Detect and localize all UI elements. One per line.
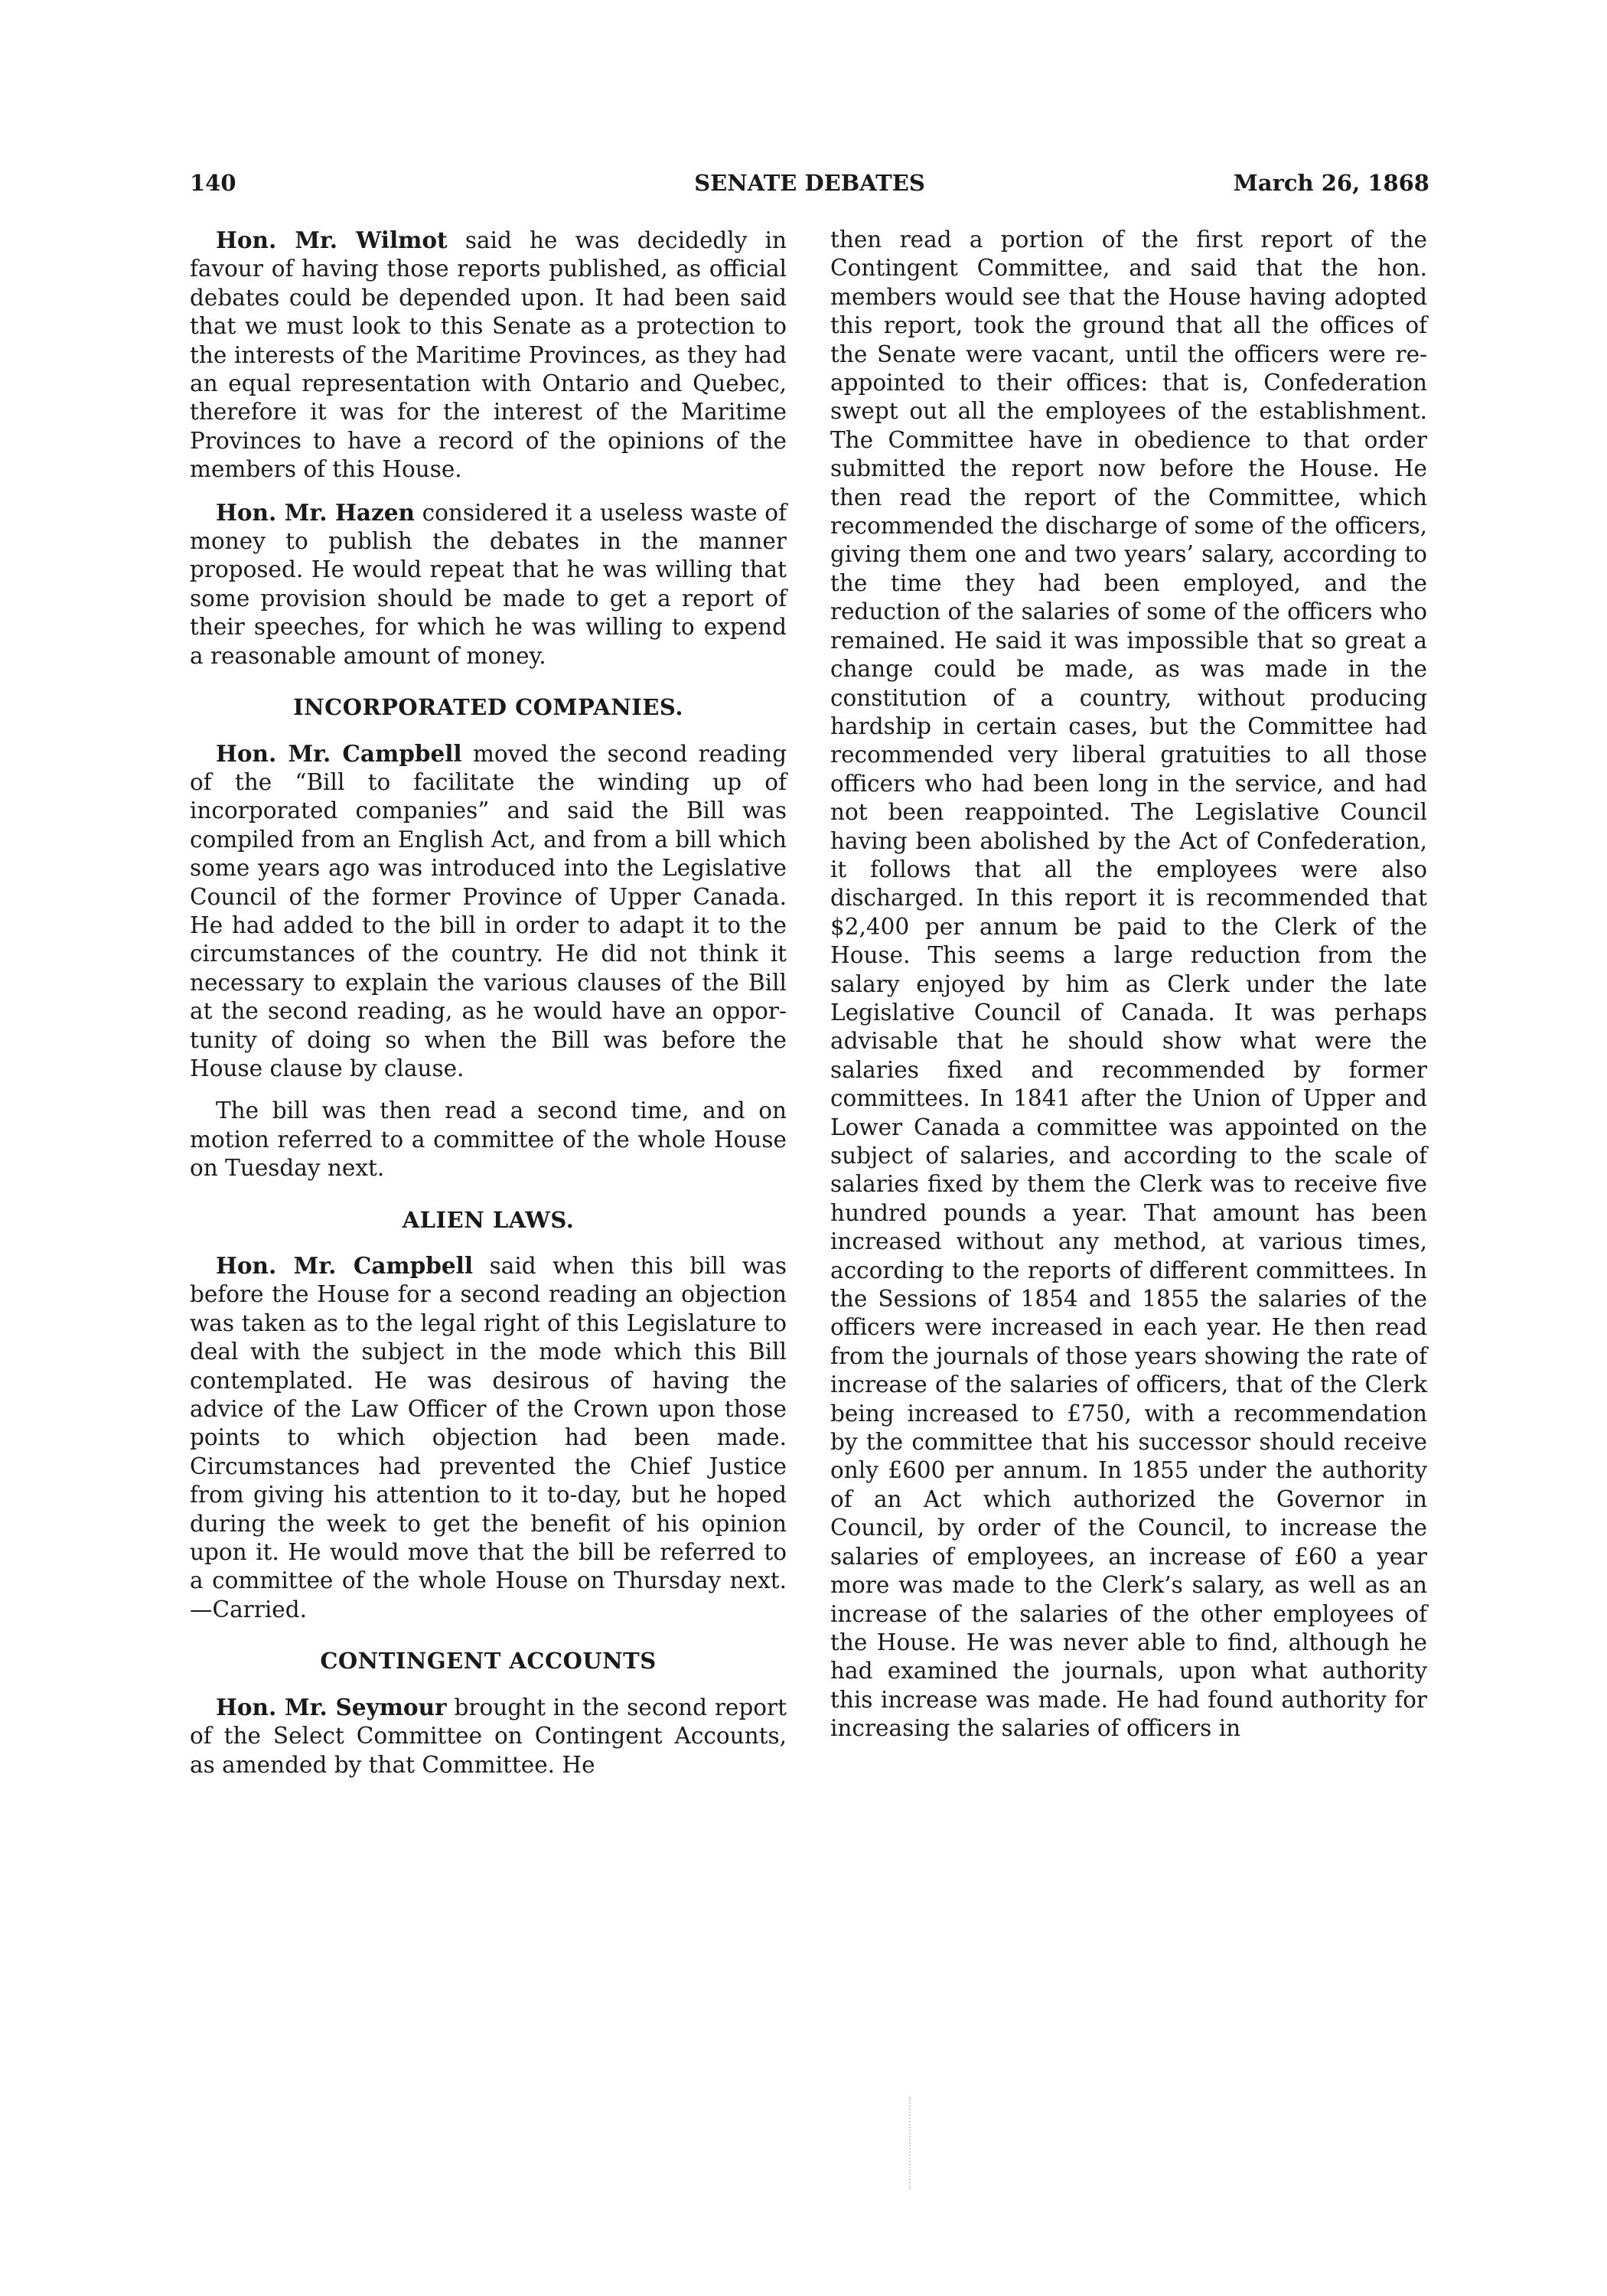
speaker-name: Hon. Mr. Seymour bbox=[216, 1693, 447, 1720]
speaker-name: Hon. Mr. Campbell bbox=[216, 739, 462, 767]
paragraph-text: said when this bill was before the House for a second reading an objection was taken as to the legal right of this Legislature to deal with the subject in the mode which this Bill contemplated. He was desirous of having the advice of the Law Officer of the Crown upon those points to which objection had been made. Circumstances had prevented the Chief Justice from giving his attention to it to-day, but he hoped during the week to get the benefit of his opinion upon it. He would move that the bill be referred to a committee of the whole House on Thursday next.—Carried. bbox=[190, 1253, 787, 1623]
paragraph-wilmot bbox=[190, 226, 787, 484]
left-column bbox=[190, 226, 787, 1793]
page-number: 140 bbox=[190, 170, 236, 196]
paragraph-text: considered it a useless waste of money to publish the debates in the manner proposed. He would repeat that he was willing that some provision should be made to get a report of their speeches, for which he was willing to expend a reasonable amount of money. bbox=[190, 499, 787, 669]
speaker-name: Hon. Mr. Wilmot bbox=[216, 227, 448, 253]
section-heading-alien-laws: ALIEN LAWS. bbox=[402, 1206, 575, 1233]
issue-date: March 26, 1868 bbox=[1233, 170, 1429, 196]
running-head bbox=[190, 170, 1429, 208]
paragraph-seymour bbox=[190, 1693, 787, 1779]
paragraph-campbell-alien bbox=[190, 1251, 787, 1624]
paragraph-second-reading: The bill was then read a second time, and on motion referred to a committee of the whole House on Tuesday next. bbox=[190, 1097, 787, 1182]
section-heading-contingent-accounts: CONTINGENT ACCOUNTS bbox=[320, 1648, 657, 1675]
section-heading-incorporated-companies: INCORPORATED COMPANIES. bbox=[293, 694, 683, 721]
publication-title: SENATE DEBATES bbox=[694, 170, 925, 196]
speaker-name: Hon. Mr. Campbell bbox=[216, 1252, 474, 1279]
paragraph-continuation: then read a portion of the first report of the Contingent Committee, and said that the hon. members would see that the House having adopted this report, took the ground that all the offices of the Senate were vacant, until the officers were re-appointed to their offices: that is, Confederation swept out all the employees of the establishment. The Committee have in obedience to that order submitted the report now before the House. He then read the report of the Committee, which recommended the discharge of some of the officers, giving them one and two years’ salary, according to the time they had been employed, and the reduction of the salaries of some of the officers who remained. He said it was impossible that so great a change could be made, as was made in the constitution of a country, without producing hardship in certain cases, but the Committee had recommended very liberal gratuities to all those officers who had been long in the service, and had not been reappointed. The Legislative Council having been abolished by the Act of Confederation, it follows that all the employees were also discharged. In this report it is recommended that $2,400 per annum be paid to the Clerk of the House. This seems a large reduction from the salary enjoyed by him as Clerk under the late Legislative Council of Canada. It was perhaps advisable that he should show what were the salaries fixed and recommended by former committees. In 1841 after the Union of Upper and Lower Canada a committee was appointed on the subject of salaries, and according to the scale of salaries fixed by them the Clerk was to receive five hundred pounds a year. That amount has been increased without any method, at various times, according to the reports of different committees. In the Sessions of 1854 and 1855 the salaries of the officers were increased in each year. He then read from the journals of those years showing the rate of increase of the salaries of officers, that of the Clerk being increased to £750, with a recommendation by the committee that his successor should receive only £600 per annum. In 1855 under the authority of an Act which authorized the Governor in Council, by order of the Council, to increase the salaries of employees, an increase of £60 a year more was made to the Clerk’s salary, as well as an increase of the salaries of the other employees of the House. He was never able to find, although he had examined the journals, upon what authority this increase was made. He had found authority for increasing the salaries of officers in bbox=[830, 227, 1427, 1742]
paragraph-hazen bbox=[190, 498, 787, 670]
paragraph-text: moved the second reading of the “Bill to facilitate the winding up of incorporated companies” and said the Bill was compiled from an English Act, and from a bill which some years ago was introduced into the Legislative Council of the former Province of Upper Canada. He had added to the bill in order to adapt it to the circumstances of the country. He did not think it necessary to explain the various clauses of the Bill at the second reading, as he would have an opportunity of doing so when the Bill was before the House clause by clause. bbox=[190, 740, 787, 1081]
right-column bbox=[830, 226, 1427, 1757]
paragraph-text: said he was decidedly in favour of having those reports published, as official debates could be depended upon. It had been said that we must look to this Senate as a protection to the interests of the Maritime Provinces, as they had an equal representation with Ontario and Quebec, therefore it was for the interest of the Maritime Provinces to have a record of the opinions of the members of this House. bbox=[190, 227, 787, 483]
speaker-name: Hon. Mr. Hazen bbox=[216, 498, 416, 526]
paragraph-text: brought in the second report of the Select Committee on Contingent Accounts, as amended by that Committee. He bbox=[190, 1694, 787, 1778]
scan-artifact bbox=[909, 2097, 912, 2189]
paragraph-campbell-bill bbox=[190, 739, 787, 1084]
